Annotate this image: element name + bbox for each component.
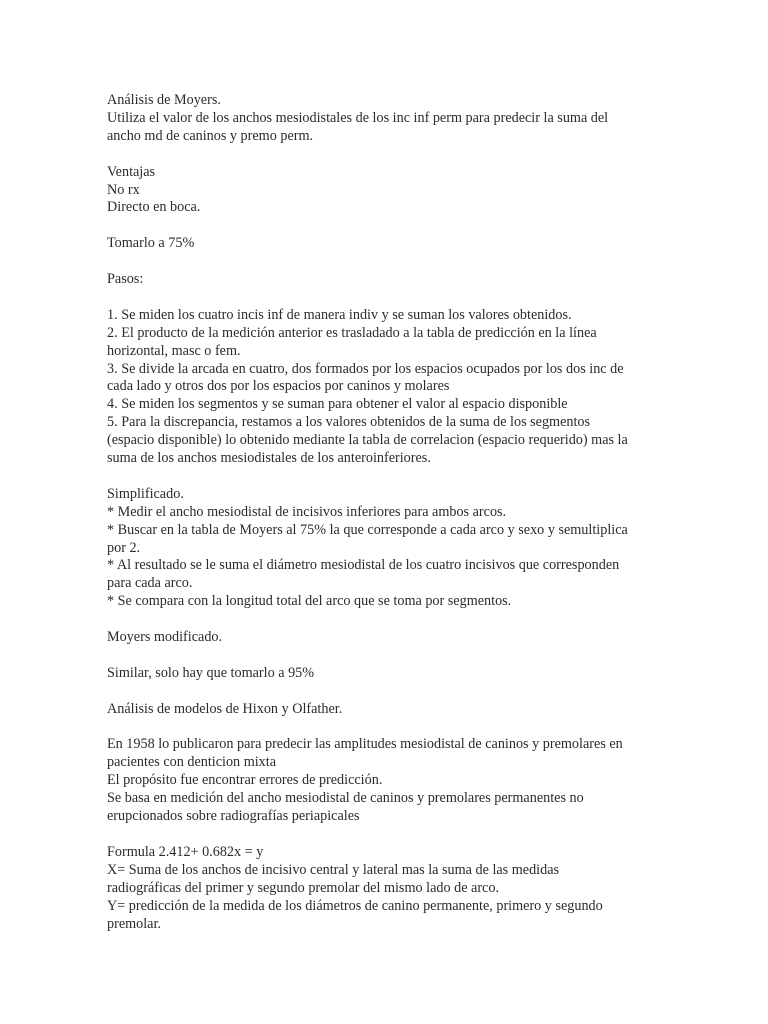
simplificado-line-3: por 2. [107,539,141,556]
pasos-line-6: 4. Se miden los segmentos y se suman para obtener el valor al espacio disponible [107,396,568,413]
paragraph-gap [107,683,667,701]
formula-x-line-2: radiográficas del primer y segundo premolar del mismo lado de arco. [107,879,499,896]
tomarlo-text: Tomarlo a 75% [107,235,195,252]
hixon-line-1: En 1958 lo publicaron para predecir las amplitudes mesiodistal de caninos y premolares en [107,736,623,753]
paragraph-gap [107,217,667,235]
document-title: Análisis de Moyers. [107,92,221,108]
moyers-modificado-text: Similar, solo hay que tomarlo a 95% [107,664,315,681]
paragraph-gap [107,647,667,665]
paragraph-gap [107,611,667,629]
hixon-line-5: erupcionados sobre radiografías periapicales [107,808,360,825]
ventajas-heading: Ventajas [107,163,156,180]
intro-line-2: ancho md de caninos y premo perm. [107,127,314,144]
intro-line-1: Utiliza el valor de los anchos mesiodistales de los inc inf perm para predecir la suma del [107,109,609,126]
pasos-line-8: (espacio disponible) lo obtenido mediante la tabla de correlacion (espacio requerido) mas la [107,432,628,449]
pasos-line-7: 5. Para la discrepancia, restamos a los valores obtenidos de la suma de los segmentos [107,414,591,431]
pasos-line-2: 2. El producto de la medición anterior es trasladado a la tabla de predicción en la línea [107,324,597,341]
paragraph-gap [107,719,667,737]
hixon-heading: Análisis de modelos de Hixon y Olfather. [107,700,343,717]
hixon-line-3: El propósito fue encontrar errores de predicción. [107,772,383,789]
pasos-line-1: 1. Se miden los cuatro incis inf de manera indiv y se suman los valores obtenidos. [107,306,572,323]
pasos-line-3: horizontal, masc o fem. [107,342,241,359]
hixon-line-4: Se basa en medición del ancho mesiodistal de caninos y premolares permanentes no [107,790,584,807]
document-page [107,92,667,933]
paragraph-gap [107,826,667,844]
simplificado-line-4: * Al resultado se le suma el diámetro mesiodistal de los cuatro incisivos que corresponden [107,557,620,574]
paragraph-gap [107,146,667,164]
ventajas-item-2: Directo en boca. [107,199,201,216]
simplificado-line-2: * Buscar en la tabla de Moyers al 75% la que corresponde a cada arco y sexo y semultiplica [107,521,628,538]
simplificado-line-1: * Medir el ancho mesiodistal de incisivos inferiores para ambos arcos. [107,503,507,520]
pasos-line-4: 3. Se divide la arcada en cuatro, dos formados por los espacios ocupados por los dos inc de [107,360,624,377]
pasos-heading: Pasos: [107,271,144,288]
paragraph-gap [107,253,667,271]
formula-y-line-1: Y= predicción de la medida de los diámetros de canino permanente, primero y segundo [107,897,603,914]
simplificado-heading: Simplificado. [107,485,184,502]
paragraph-gap [107,468,667,486]
moyers-modificado-heading: Moyers modificado. [107,629,223,646]
hixon-line-2: pacientes con denticion mixta [107,754,277,771]
simplificado-line-5: para cada arco. [107,575,193,592]
formula-y-line-2: premolar. [107,915,161,932]
pasos-line-9: suma de los anchos mesiodistales de los anteroinferiores. [107,450,431,467]
pasos-line-5: cada lado y otros dos por los espacios por caninos y molares [107,378,450,395]
formula-x-line-1: X= Suma de los anchos de incisivo central y lateral mas la suma de las medidas [107,861,560,878]
ventajas-item-1: No rx [107,181,140,198]
simplificado-line-6: * Se compara con la longitud total del arco que se toma por segmentos. [107,593,512,610]
paragraph-gap [107,289,667,307]
formula-line: Formula 2.412+ 0.682x = y [107,843,264,860]
